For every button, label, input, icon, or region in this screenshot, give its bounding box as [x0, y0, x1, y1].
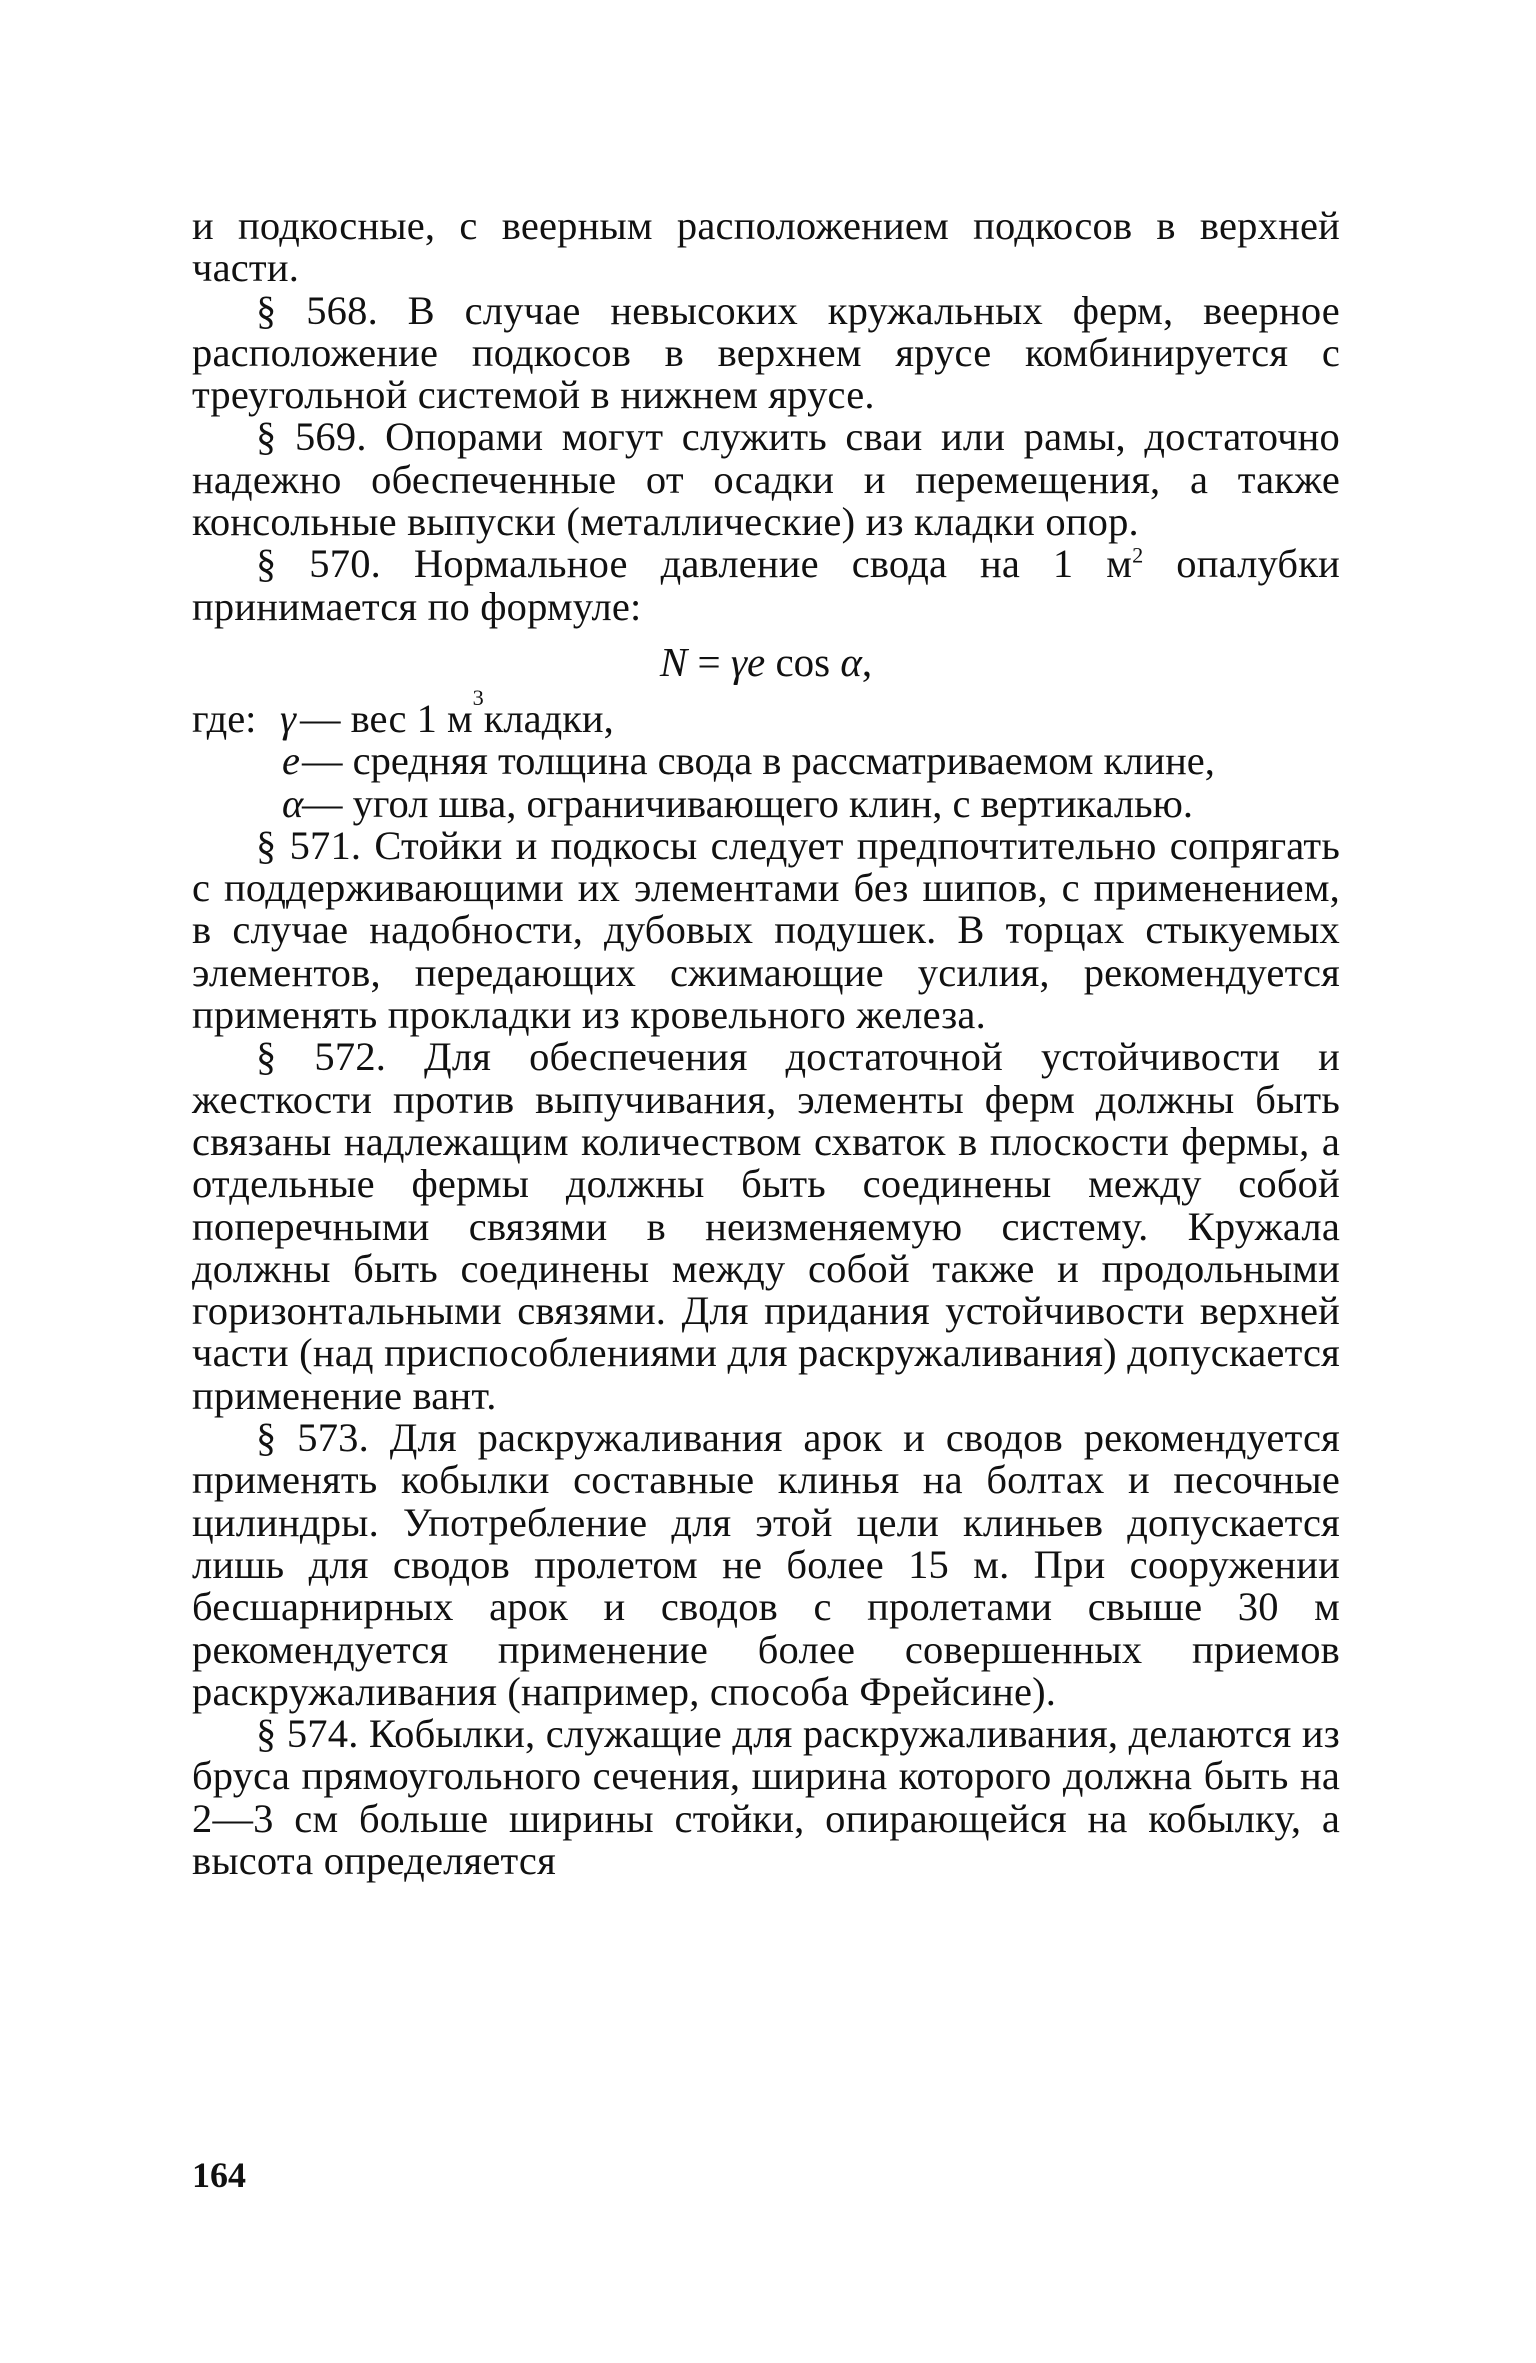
paragraph-569: § 569. Опорами могут служить сваи или рамы, достаточно надежно обеспеченные от осадки и перемещения, а также консольные выпуски (металлические) из кладки опор. [192, 414, 1340, 545]
where-text-e: — средняя толщина свода в рассматриваемом клине, [302, 738, 1215, 784]
formula-lhs: N [659, 638, 688, 685]
where-text2-gamma: кладки, [483, 695, 614, 741]
page-body [192, 205, 1340, 1882]
paragraph-570-sup: 2 [1132, 542, 1144, 568]
where-row-alpha [192, 780, 1340, 826]
where-row-gamma [192, 684, 1340, 741]
where-sym-gamma: γ [280, 695, 296, 741]
paragraph-574: § 574. Кобылки, служащие для раскружаливания, делаются из бруса прямоугольного сечения, ширина которого должна быть на 2—3 см больше ширины стойки, опирающейся на кобылку, а высота определяется [192, 1711, 1340, 1883]
formula-eq: = [687, 638, 731, 685]
where-block [192, 684, 1340, 826]
paragraph-572: § 572. Для обеспечения достаточной устойчивости и жесткости против выпучивания, элементы ферм должны быть связаны надлежащим количеством схваток в плоскости фермы, а отдельные фермы должны быть соединены между собой поперечными связями в неизменяемую систему. Кружала должны быть соединены между собой также и продольными горизонтальными связями. Для придания устойчивости верхней части (над приспособлениями для раскружаливания) допускается применение вант. [192, 1034, 1340, 1418]
formula-end: , [861, 638, 873, 685]
paragraph-571: § 571. Стойки и подкосы следует предпочтительно сопрягать с поддерживающими их элементами без шипов, с применением, в случае надобности, дубовых подушек. В торцах стыкуемых элементов, передающих сжимающие усилия, рекомендуется применять прокладки из кровельного железа. [192, 822, 1340, 1038]
paragraph-570-lead: § 570. Нормальное давление свода на 1 м [256, 541, 1133, 587]
paragraph-573: § 573. Для раскружаливания арок и сводов рекомендуется применять кобылки составные клинья на болтах и песочные цилиндры. Употребление для этой цели клиньев допускается лишь для сводов пролетом не более 15 м. При сооружении бесшарнирных арок и сводов с пролетами свыше 30 м рекомендуется применение более совершенных приемов раскружаливания (например, способа Фрейсине). [192, 1415, 1340, 1714]
formula-alpha: α [840, 638, 862, 685]
where-sym-alpha: α [282, 780, 304, 826]
where-text-alpha: — угол шва, ограничивающего клин, с вертикалью. [302, 780, 1193, 826]
where-row-e [192, 740, 1340, 782]
formula-gamma-e: γe [730, 638, 766, 685]
where-sym-e: e [282, 738, 300, 784]
formula-cos: cos [765, 638, 841, 685]
page-number: 164 [192, 2155, 246, 2195]
where-sup-gamma: 3 [472, 684, 484, 710]
paragraph-570-tail: опалубки принимается по формуле: [192, 541, 1340, 629]
where-label: где: [192, 695, 257, 741]
paragraph-568: § 568. В случае невысоких кружальных ферм, веерное расположение подкосов в верхнем ярусе комбинируется с треугольной системой в нижнем ярусе. [192, 287, 1340, 418]
text-bottom [192, 822, 1340, 1883]
text-top [192, 205, 1340, 628]
paragraph-570 [192, 543, 1340, 628]
formula [192, 640, 1340, 684]
paragraph-continuation: и подкосные, с веерным расположением подкосов в верхней части. [192, 203, 1340, 291]
where-text-gamma: — вес 1 м [300, 695, 473, 741]
